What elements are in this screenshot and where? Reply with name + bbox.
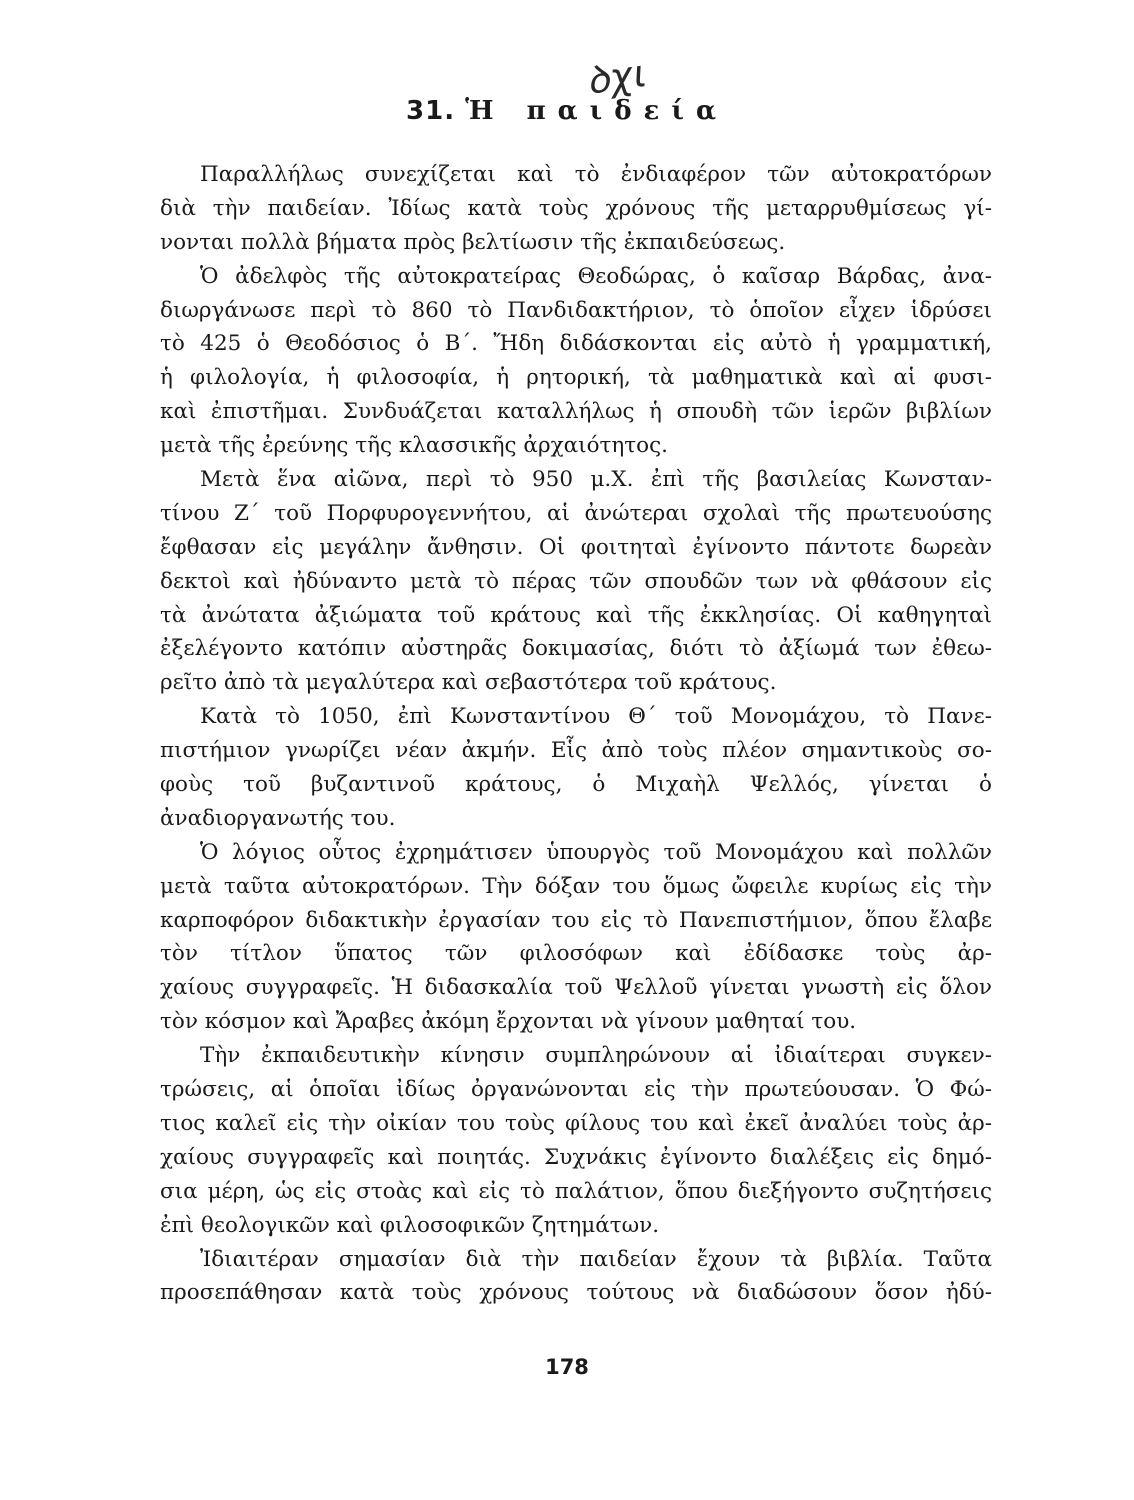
text-line: προσεπάθησαν κατὰ τοὺς χρόνους τούτους νὰ διαδώσουν ὅσον ἠδύ- xyxy=(160,1280,992,1306)
text-line: σια μέρη, ὡς εἰς στοὰς καὶ εἰς τὸ παλάτιον, ὅπου διεξήγοντο συζητήσεις xyxy=(160,1178,992,1204)
text-line: ἡ φιλολογία, ἡ φιλοσοφία, ἡ ρητορική, τὰ μαθηματικὰ καὶ αἱ φυσι- xyxy=(160,365,992,391)
page-number: 178 xyxy=(545,1355,589,1379)
text-line: Κατὰ τὸ 1050, ἐπὶ Κωνσταντίνου Θ΄ τοῦ Μονομάχου, τὸ Πανε- xyxy=(200,704,992,730)
body-text xyxy=(160,158,992,1310)
text-line: τίνου Ζ΄ τοῦ Πορφυρογεννήτου, αἱ ἀνώτεραι σχολαὶ τῆς πρωτευούσης xyxy=(160,500,992,526)
text-line: τὸν κόσμον καὶ Ἄραβες ἀκόμη ἔρχονται νὰ γίνουν μαθηταί του. xyxy=(160,1009,857,1035)
text-line: πιστήμιον γνωρίζει νέαν ἀκμήν. Εἷς ἀπὸ τοὺς πλέον σημαντικοὺς σο- xyxy=(160,738,992,764)
section-title: Ἡ παιδεία xyxy=(465,96,728,126)
text-line: Παραλλήλως συνεχίζεται καὶ τὸ ἐνδιαφέρον τῶν αὐτοκρατόρων xyxy=(200,162,992,187)
text-line: φοὺς τοῦ βυζαντινοῦ κράτους, ὁ Μιχαὴλ Ψελλός, γίνεται ὁ xyxy=(160,772,992,798)
text-line: νονται πολλὰ βήματα πρὸς βελτίωσιν τῆς ἐκπαιδεύσεως. xyxy=(160,229,786,255)
text-line: ἀναδιοργανωτής του. xyxy=(160,805,396,831)
text-line: τρώσεις, αἱ ὁποῖαι ἰδίως ὀργανώνονται εἰς τὴν πρωτεύουσαν. Ὁ Φώ- xyxy=(160,1077,992,1103)
handwritten-annotation: ꝺχι xyxy=(583,50,651,104)
section-number: 31. xyxy=(406,96,456,126)
text-line: ρεῖτο ἀπὸ τὰ μεγαλύτερα καὶ σεβαστότερα τοῦ κράτους. xyxy=(160,670,777,696)
text-line: χαίους συγγραφεῖς καὶ ποιητάς. Συχνάκις ἐγίνοντο διαλέξεις εἰς δημό- xyxy=(160,1144,992,1170)
text-line: διωργάνωσε περὶ τὸ 860 τὸ Πανδιδακτήριον, τὸ ὁποῖον εἶχεν ἱδρύσει xyxy=(160,297,992,323)
text-line: χαίους συγγραφεῖς. Ἡ διδασκαλία τοῦ Ψελλοῦ γίνεται γνωστὴ εἰς ὅλον xyxy=(160,975,992,1001)
text-line: τιος καλεῖ εἰς τὴν οἰκίαν του τοὺς φίλους του καὶ ἐκεῖ ἀναλύει τοὺς ἀρ- xyxy=(160,1110,992,1136)
text-line: τὸν τίτλον ὕπατος τῶν φιλοσόφων καὶ ἐδίδασκε τοὺς ἀρ- xyxy=(160,941,992,967)
section-heading xyxy=(0,94,1134,128)
text-line: τὸ 425 ὁ Θεοδόσιος ὁ Β΄. Ἤδη διδάσκονται εἰς αὐτὸ ἡ γραμματική, xyxy=(160,331,992,357)
text-line: Ὁ ἀδελφὸς τῆς αὐτοκρατείρας Θεοδώρας, ὁ καῖσαρ Βάρδας, ἀνα- xyxy=(200,263,992,289)
text-line: τὰ ἀνώτατα ἀξιώματα τοῦ κράτους καὶ τῆς ἐκκλησίας. Οἱ καθηγηταὶ xyxy=(160,602,992,628)
text-line: Ὁ λόγιος οὗτος ἐχρημάτισεν ὑπουργὸς τοῦ Μονομάχου καὶ πολλῶν xyxy=(200,839,992,865)
text-line: καρποφόρον διδακτικὴν ἐργασίαν του εἰς τὸ Πανεπιστήμιον, ὅπου ἔλαβε xyxy=(160,907,992,933)
text-line: καὶ ἐπιστῆμαι. Συνδυάζεται καταλλήλως ἡ σπουδὴ τῶν ἱερῶν βιβλίων xyxy=(160,399,992,425)
text-line: μετὰ ταῦτα αὐτοκρατόρων. Τὴν δόξαν του ὅμως ὤφειλε κυρίως εἰς τὴν xyxy=(160,873,992,899)
text-line: μετὰ τῆς ἐρεύνης τῆς κλασσικῆς ἀρχαιότητος. xyxy=(160,433,669,459)
text-line: Ἰδιαιτέραν σημασίαν διὰ τὴν παιδείαν ἔχουν τὰ βιβλία. Ταῦτα xyxy=(200,1246,992,1272)
text-line: διὰ τὴν παιδείαν. Ἰδίως κατὰ τοὺς χρόνους τῆς μεταρρυθμίσεως γί- xyxy=(160,195,992,221)
text-line: Μετὰ ἕνα αἰῶνα, περὶ τὸ 950 μ.Χ. ἐπὶ τῆς βασιλείας Κωνσταν- xyxy=(200,467,992,493)
text-line: δεκτοὶ καὶ ἠδύναντο μετὰ τὸ πέρας τῶν σπουδῶν των νὰ φθάσουν εἰς xyxy=(160,568,992,594)
text-line: ἔφθασαν εἰς μεγάλην ἄνθησιν. Οἱ φοιτηταὶ ἐγίνοντο πάντοτε δωρεὰν xyxy=(160,534,992,560)
text-line: Τὴν ἐκπαιδευτικὴν κίνησιν συμπληρώνουν αἱ ἰδιαίτεραι συγκεν- xyxy=(200,1043,992,1069)
text-line: ἐξελέγοντο κατόπιν αὐστηρᾶς δοκιμασίας, διότι τὸ ἀξίωμά των ἐθεω- xyxy=(160,636,992,662)
text-line: ἐπὶ θεολογικῶν καὶ φιλοσοφικῶν ζητημάτων. xyxy=(160,1212,660,1238)
